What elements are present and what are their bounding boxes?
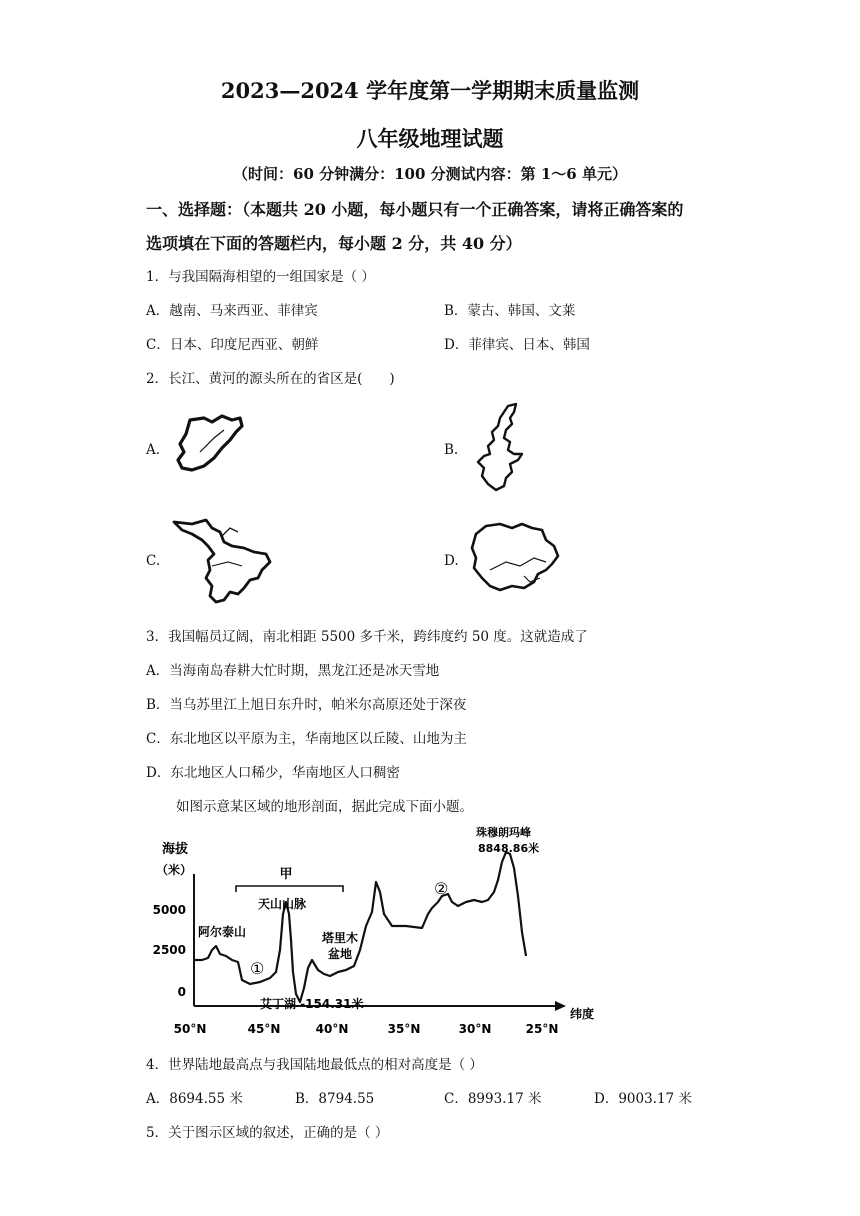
terrain-profile-figure (150, 822, 600, 1042)
label-jia: 甲 (279, 867, 293, 882)
exam-note: （时间：60 分钟满分：100 分测试内容：第 1～6 单元） (233, 165, 627, 183)
label-tarim-line1: 塔里木 (322, 931, 359, 945)
q5-stem: 5．关于图示区域的叙述，正确的是（ ） (146, 1125, 389, 1141)
q4-option-d: D．9003.17 米 (594, 1091, 692, 1107)
x-tick-35n: 35°N (387, 1022, 421, 1036)
q2-option-b: B. (444, 442, 459, 458)
province-map-b (470, 402, 530, 494)
q2-option-a: A. (146, 442, 161, 458)
q1-option-c: C．日本、印度尼西亚、朝鲜 (146, 337, 319, 353)
label-tianshan: 天山山脉 (258, 897, 307, 911)
q3-option-b: B．当乌苏里江上旭日东升时，帕米尔高原还处于深夜 (146, 697, 467, 713)
exam-title: 2023—2024 学年度第一学期期末质量监测 (220, 78, 640, 103)
q3-option-d: D．东北地区人口稀少，华南地区人口稠密 (146, 765, 400, 781)
label-everest-line2: 8848.86米 (478, 842, 540, 855)
label-tarim-line2: 盆地 (328, 947, 353, 961)
q1-option-a: A．越南、马来西亚、菲律宾 (146, 303, 318, 319)
q1-stem: 1．与我国隔海相望的一组国家是（ ） (146, 269, 375, 285)
x-tick-50n: 50°N (173, 1022, 207, 1036)
y-tick-5000: 5000 (152, 903, 186, 917)
q4-option-c: C．8993.17 米 (444, 1091, 542, 1107)
q3-option-a: A．当海南岛春耕大忙时期，黑龙江还是冰天雪地 (146, 663, 440, 679)
label-circle-1: ① (250, 959, 265, 978)
x-axis-arrow (555, 1001, 566, 1011)
exam-subtitle: 八年级地理试题 (356, 126, 504, 151)
q4-option-a: A．8694.55 米 (146, 1091, 243, 1107)
q4-stem: 4．世界陆地最高点与我国陆地最低点的相对高度是（ ） (146, 1057, 483, 1073)
label-circle-2: ② (434, 879, 449, 898)
x-axis-label: 纬度 (570, 1007, 595, 1021)
y-tick-0: 0 (177, 985, 186, 999)
q3-stem: 3．我国幅员辽阔，南北相距 5500 多千米，跨纬度约 50 度。这就造成了 (146, 629, 588, 645)
y-axis-unit: （米） (155, 863, 192, 877)
q2-stem: 2．长江、黄河的源头所在的省区是( ) (146, 371, 395, 387)
q3-option-c: C．东北地区以平原为主，华南地区以丘陵、山地为主 (146, 731, 467, 747)
province-map-c (172, 516, 282, 606)
label-altai: 阿尔泰山 (198, 925, 247, 939)
y-axis-label: 海拔 (161, 842, 188, 857)
q4-option-b: B．8794.55 (295, 1091, 375, 1107)
q1-option-d: D．菲律宾、日本、韩国 (444, 337, 590, 353)
jia-bracket (236, 886, 343, 892)
x-tick-45n: 45°N (247, 1022, 281, 1036)
section-heading-line1: 一、选择题：（本题共 20 小题，每小题只有一个正确答案，请将正确答案的 (146, 200, 684, 219)
province-map-a (170, 412, 250, 477)
y-tick-2500: 2500 (152, 943, 186, 957)
x-tick-30n: 30°N (458, 1022, 492, 1036)
label-ayding-lake: 艾丁湖 -154.31米 (260, 997, 364, 1011)
label-everest-line1: 珠穆朗玛峰 (476, 826, 531, 839)
x-tick-40n: 40°N (315, 1022, 349, 1036)
figure-intro: 如图示意某区域的地形剖面，据此完成下面小题。 (176, 799, 473, 815)
q2-option-c: C. (146, 553, 161, 569)
x-tick-25n: 25°N (525, 1022, 559, 1036)
q1-option-b: B．蒙古、韩国、文莱 (444, 303, 576, 319)
province-map-d (470, 518, 565, 598)
q2-option-d: D. (444, 553, 459, 569)
section-heading-line2: 选项填在下面的答题栏内，每小题 2 分，共 40 分） (146, 234, 522, 253)
